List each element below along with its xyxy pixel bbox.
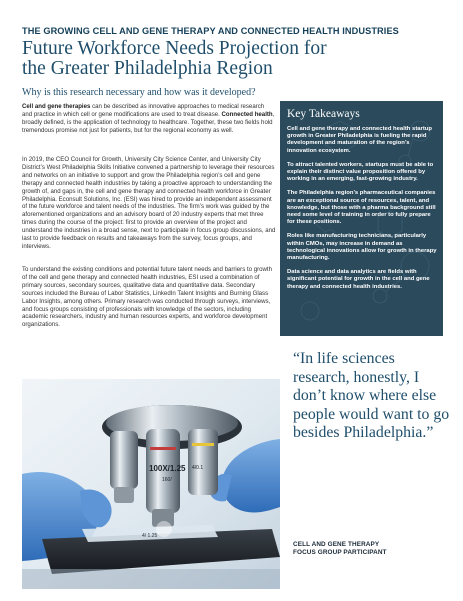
objective-label: 100X/1.25 — [149, 464, 186, 473]
pull-quote: “In life sciences research, honestly, I don’t know where else people would want to go besides Philadelphia.” — [293, 350, 450, 442]
takeaway-item: Roles like manufacturing technicians, particularly within CMOs, may increase in demand as technological innovations allow for growth in therapy manufacturing. — [287, 233, 437, 262]
takeaway-item: Data science and data analytics are fields with significant potential for growth in the cell and gene therapy and connected health industries. — [287, 269, 430, 290]
microscope-illustration — [22, 379, 280, 589]
stage-label: 4/ 1.25 — [142, 533, 158, 539]
paragraph-2: In 2019, the CEO Council for Growth, University City Science Center, and University City District’s West Philadelphia Skills Initiative convened a partnership to leverage their resources and networks on an initiative to support and grow the Philadelphia region’s cell and gene therapy and connected health industries by taking a proactive approach to understanding the growth of, and gaps in, the cell and gene therapy and connected health workforce in Greater Philadelphia. Econsult Solutions, Inc. (ESI) was hired to provide an independent assessment of the future workforce and talent needs of the industries. The firm’s work was guided by the aforementioned organizations and an advisory board of 20 industry experts that met three times during the course of the project: first to provide an overview of the project and understand the industries in a broad sense, next to participate in focus group discussions, and last to provide feedback on results and takeaways from the survey, focus groups, and interviews. — [22, 156, 276, 250]
title-line-1: Future Workforce Needs Projection for — [22, 38, 327, 59]
paragraph-3: To understand the existing conditions and potential future talent needs and barriers to growth of the cell and gene therapy and connected health industries, ESI used a combination of primary sources, secondary sources, qualitative data and quantitative data. Secondary sources included the Bureau of Labor Statistics, LinkedIn Talent Insights and Burning Glass Labor Insights, among others. Primary research was conducted through surveys, interviews, and focus groups consisting of professionals with knowledge of the sectors, including academic researchers, industry and human resources experts, and workforce development organizations. — [22, 266, 273, 329]
bold-term-connected-health: Connected health — [221, 110, 273, 118]
key-takeaways-list — [287, 126, 437, 298]
section-subheading: Why is this research necessary and how was it developed? — [22, 87, 256, 98]
takeaway-item: Cell and gene therapy and connected health startup growth in Greater Philadelphia is fueling the rapid development and maturation of the region’s innovation ecosystem. — [287, 126, 433, 154]
takeaway-item: The Philadelphia region’s pharmaceutical companies are an exceptional source of resources, talent, and knowledge, but those with a pharma background still need some level of training in order to fully prepare for these positions. — [287, 190, 436, 226]
attribution-line-1: CELL AND GENE THERAPY — [293, 541, 380, 548]
quote-attribution — [293, 541, 453, 557]
paragraph-1-text-b: , broadly defined, is the application of technology to healthcare. Together, these two fields hold tremendous promise not just for patients, but for the regional economy as well. — [22, 110, 275, 134]
title-line-2: the Greater Philadelphia Region — [22, 58, 273, 79]
paragraph-1 — [22, 103, 276, 135]
objective-label-right: 4/0.1 — [192, 465, 204, 471]
key-takeaways-box — [280, 101, 443, 336]
takeaway-item: To attract talented workers, startups must be able to explain their distinct value proposition offered by working in an emerging, fast-growing industry. — [287, 161, 434, 183]
microscope-photo — [22, 379, 280, 589]
attribution-line-2: FOCUS GROUP PARTICIPANT — [293, 549, 387, 556]
objective-label-secondary: 160/ — [162, 477, 172, 483]
bold-term-cell-gene: Cell and gene therapies — [22, 103, 91, 110]
key-takeaways-title: Key Takeaways — [287, 108, 360, 120]
page-title — [22, 39, 452, 79]
paragraph-1-text-a: can be described as innovative approaches to medical research and practice in which cell or gene modifications are used to treat disease. — [22, 103, 265, 118]
kicker: THE GROWING CELL AND GENE THERAPY AND CONNECTED HEALTH INDUSTRIES — [22, 26, 399, 36]
